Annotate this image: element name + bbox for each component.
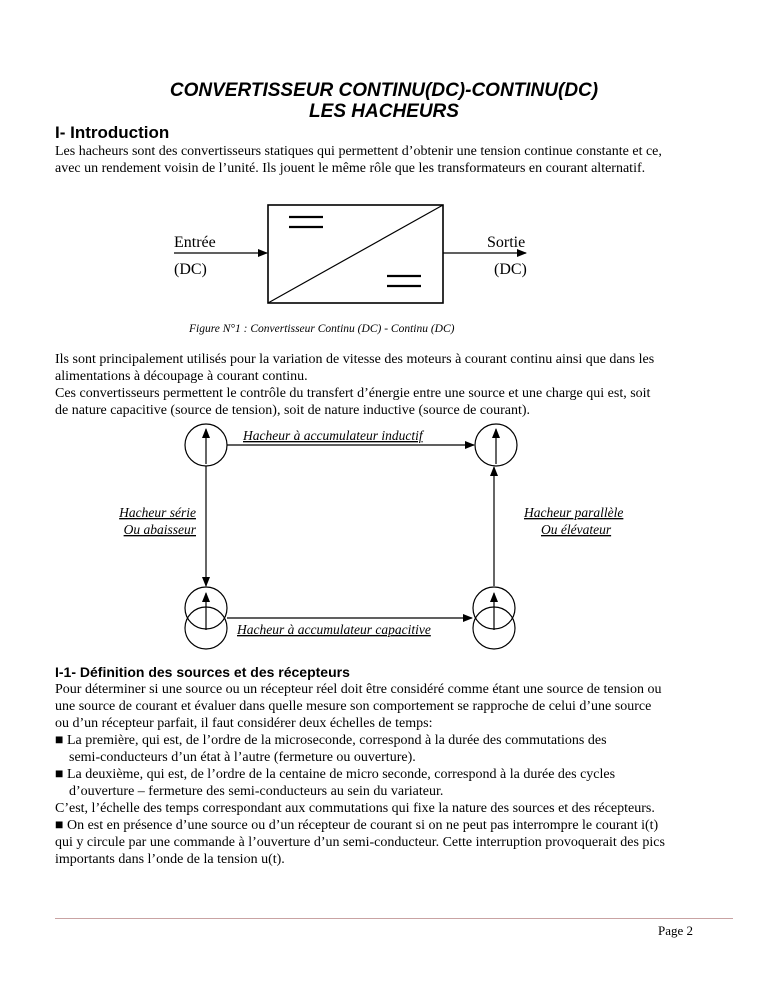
para2-line-4: de nature capacitive (source de tension), soit de nature inductive (source de courant). <box>55 403 531 418</box>
section2-line-3: ou d’un récepteur parfait, il faut considérer deux échelles de temps: <box>55 716 433 731</box>
section2-line-1: Pour déterminer si une source ou un récepteur réel doit être considéré comme étant une source de tension ou <box>55 682 662 697</box>
label-serie-chopper-1: Hacheur série <box>119 505 196 520</box>
converter-diagonal <box>268 205 443 303</box>
intro-line-1: Les hacheurs sont des convertisseurs statiques qui permettent d’obtenir une tension continue constante et ce, <box>55 144 662 159</box>
footer-divider <box>55 918 733 919</box>
page-number: Page 2 <box>658 923 694 938</box>
section2-line-10: qui y circule par une commande à l’ouverture d’un semi-conducteur. Cette interruption provoquerait des pics <box>55 835 665 850</box>
label-serie-chopper-2: Ou abaisseur <box>123 522 196 537</box>
label-parallel-chopper-2: Ou élévateur <box>541 522 612 537</box>
section2-line-7: d’ouverture – fermeture des semi-conducteurs au sein du variateur. <box>55 784 444 799</box>
document-title-line-2: LES HACHEURS <box>309 101 459 122</box>
section2-line-6: ■ La deuxième, qui est, de l’ordre de la centaine de micro seconde, correspond à la durée des cycles <box>55 767 616 782</box>
input-type: (DC) <box>174 261 207 278</box>
section2-line-11: importants dans l’onde de la tension u(t). <box>55 852 285 867</box>
section2-line-2: une source de courant et évaluer dans quelle mesure son comportement se rapproche de celui d’une source <box>55 699 652 714</box>
input-label: Entrée <box>174 234 216 251</box>
document-title-line-1: CONVERTISSEUR CONTINU(DC)-CONTINU(DC) <box>169 80 599 101</box>
label-capacitive-chopper: Hacheur à accumulateur capacitive <box>237 622 431 637</box>
figure-1-caption: Figure N°1 : Convertisseur Continu (DC) - Continu (DC) <box>189 323 455 335</box>
section2-line-5: semi-conducteurs d’un état à l’autre (fermeture ou ouverture). <box>55 750 416 765</box>
chopper-classification-diagram <box>118 424 623 649</box>
section2-line-9: ■ On est en présence d’une source ou d’un récepteur de courant si on ne peut pas interrompre le courant i(t) <box>55 818 659 833</box>
converter-block-diagram <box>174 205 527 335</box>
para2-line-3: Ces convertisseurs permettent le contrôle du transfert d’énergie entre une source et une charge qui est, soit <box>55 386 651 401</box>
output-type: (DC) <box>494 261 527 278</box>
label-parallel-chopper-1: Hacheur parallèle <box>524 505 624 520</box>
section2-line-8: C’est, l’échelle des temps correspondant aux commutations qui fixe la nature des sources et des récepteurs. <box>55 801 655 816</box>
para2-line-1: Ils sont principalement utilisés pour la variation de vitesse des moteurs à courant continu ainsi que dans les <box>55 352 655 367</box>
label-inductive-chopper: Hacheur à accumulateur inductif <box>243 428 423 443</box>
output-label: Sortie <box>487 234 526 251</box>
section-heading-definitions: I-1- Définition des sources et des récepteurs <box>55 664 350 680</box>
section2-line-4: ■ La première, qui est, de l’ordre de la microseconde, correspond à la durée des commutations des <box>55 733 607 748</box>
intro-line-2: avec un rendement voisin de l’unité. Ils jouent le même rôle que les transformateurs en courant alternatif. <box>55 161 646 176</box>
section-heading-introduction: I- Introduction <box>55 123 170 142</box>
para2-line-2: alimentations à découpage à courant continu. <box>55 369 308 384</box>
